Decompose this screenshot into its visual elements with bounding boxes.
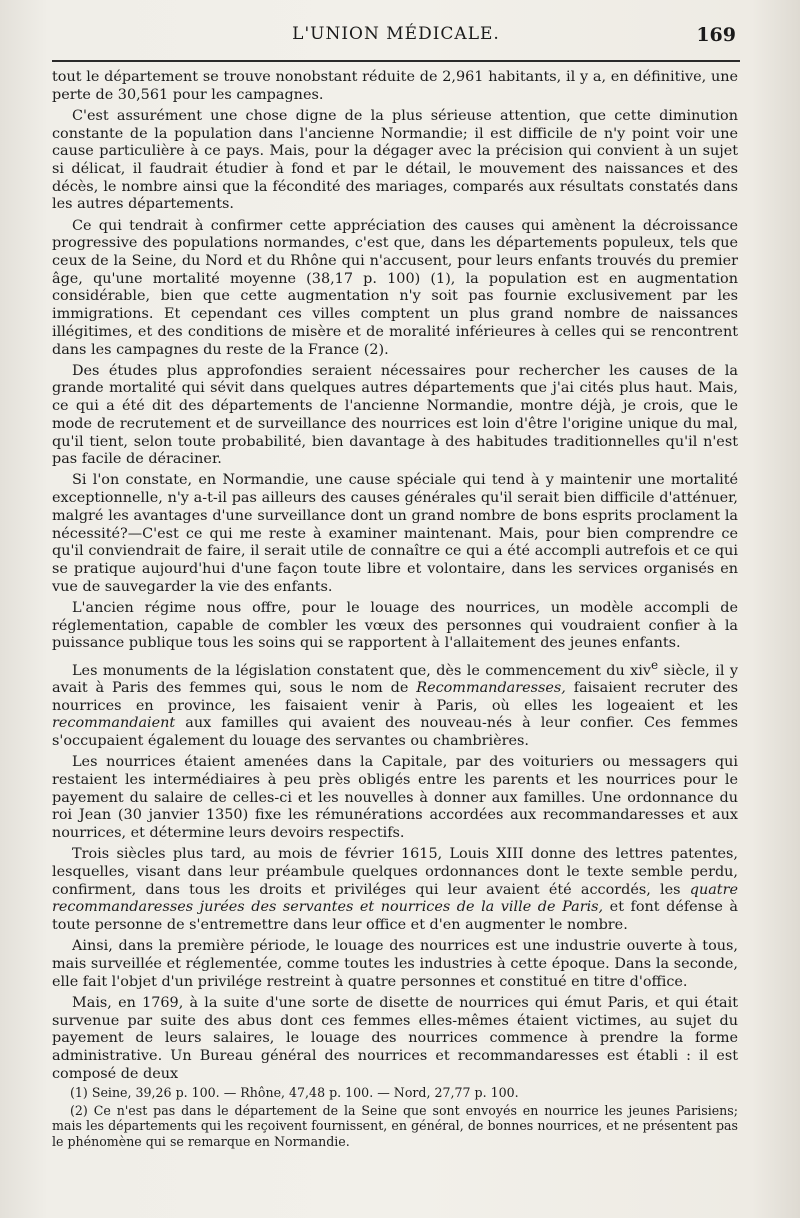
text-span: aux familles qui avaient des nouveau-nés à leur confier. Ces femmes s'occupaient également du louage des servantes ou chambrières. <box>52 715 738 750</box>
paragraph: Ainsi, dans la première période, le louage des nourrices est une industrie ouverte à tous, mais surveillée et réglementée, comme toutes les industries à cette époque. Dans la seconde, elle fait l'objet d'un privilége restreint à quatre personnes et constitué en titre d'office. <box>52 938 738 990</box>
italic-term: quatre recommandaresses jurées des servantes et nourrices de la ville de Paris, <box>52 881 738 916</box>
text-span: Trois siècles plus tard, au mois de février 1615, Louis XIII donne des lettres patentes, lesquelles, visant dans leur préambule quelques ordonnances dont le texte semble perdu, confirment, dans tous les droits et priviléges qui leur avaient été accordés, les <box>52 846 738 898</box>
page-header <box>52 20 740 60</box>
footnotes <box>52 1085 738 1151</box>
paragraph <box>52 657 738 751</box>
page-number: 169 <box>696 24 736 46</box>
text-span: Les monuments de la législation constatent que, dès le commencement du xiv <box>72 662 652 679</box>
italic-term: recommandaient <box>52 715 176 732</box>
text-span: siècle, il y avait à Paris des femmes qui, sous le nom de <box>52 662 738 696</box>
paragraph: tout le département se trouve nonobstant réduite de 2,961 habitants, il y a, en définitive, une perte de 30,561 pour les campagnes. <box>52 69 738 103</box>
text-span: faisaient recruter des nourrices en province, les faisaient venir à Paris, où elles les logeaient et les <box>52 680 738 714</box>
body-text <box>52 69 738 1087</box>
paragraph <box>52 846 738 935</box>
paragraph: C'est assurément une chose digne de la plus sérieuse attention, que cette diminution constante de la population dans l'ancienne Normandie; il est difficile de n'y point voir une cause particulière à ce pays. Mais, pour la dégager avec la précision qui convient à un sujet si délicat, il faudrait étudier à fond et par le détail, le mouvement des naissances et des décès, le nombre ainsi que la fécondité des mariages, comparés aux résultats constatés dans les autres départements. <box>52 107 738 213</box>
footnote: (1) Seine, 39,26 p. 100. — Rhône, 47,48 p. 100. — Nord, 27,77 p. 100. <box>70 1085 519 1100</box>
footnote: (2) Ce n'est pas dans le département de la Seine que sont envoyés en nourrice les jeunes Parisiens; mais les départements qui les reçoivent fournissent, en général, de bonnes nourrices, et ne présentent pas le phénomène qui se remarque en Normandie. <box>52 1102 738 1149</box>
header-rule <box>52 60 740 62</box>
paragraph: Si l'on constate, en Normandie, une cause spéciale qui tend à y maintenir une mortalité exceptionnelle, n'y a-t-il pas ailleurs des causes générales qu'il serait bien difficile d'atténuer, malgré les avantages d'une surveillance dont un grand nombre de bons esprits proclament la nécessité?—C'est ce qui me reste à examiner maintenant. Mais, pour bien comprendre ce qu'il conviendrait de faire, il serait utile de connaître ce qui a été accompli autrefois et ce qui se pratique aujourd'hui d'une façon toute libre et volontaire, dans les services organisés en vue de sauvegarder la vie des enfants. <box>52 472 738 595</box>
paragraph: L'ancien régime nous offre, pour le louage des nourrices, un modèle accompli de réglementation, capable de combler les vœux des personnes qui voudraient confier à la puissance publique tous les soins qui se rapportent à l'allaitement des jeunes enfants. <box>52 599 738 652</box>
running-title: L'UNION MÉDICALE. <box>292 24 500 44</box>
paragraph: Les nourrices étaient amenées dans la Capitale, par des voituriers ou messagers qui restaient les intermédiaires à peu près obligés entre les parents et les nourrices pour le payement du salaire de celles-ci et les nouvelles à donner aux familles. Une ordonnance du roi Jean (30 janvier 1350) fixe les rémunérations accordées aux recommandaresses et aux nourrices, et détermine leurs devoirs respectifs. <box>52 754 738 842</box>
superscript: e <box>651 657 659 672</box>
italic-term: Recommandaresses, <box>416 680 566 696</box>
paragraph: Mais, en 1769, à la suite d'une sorte de disette de nourrices qui émut Paris, et qui était survenue par suite des abus dont ces femmes elles-mêmes étaient victimes, au sujet du payement de leurs salaires, le louage des nourrices commence à prendre la forme administrative. Un Bureau général des nourrices et recommandaresses est établi : il est composé de deux <box>52 994 738 1082</box>
text-span: et font défense à toute personne de s'entremettre dans leur office et d'en augmenter le nombre. <box>52 899 738 934</box>
paragraph: Ce qui tendrait à confirmer cette appréciation des causes qui amènent la décroissance progressive des populations normandes, c'est que, dans les départements populeux, tels que ceux de la Seine, du Nord et du Rhône qui n'accusent, pour leurs enfants trouvés du premier âge, qu'une mortalité moyenne (38,17 p. 100) (1), la population est en augmentation considérable, bien que cette augmentation n'y soit pas fournie exclusivement par les immigrations. Et cependant ces villes comptent un plus grand nombre de naissances illégitimes, et des conditions de misère et de moralité inférieures à celles qui se rencontrent dans les campagnes du reste de la France (2). <box>52 217 738 358</box>
paragraph: Des études plus approfondies seraient nécessaires pour rechercher les causes de la grande mortalité qui sévit dans quelques autres départements que j'ai cités plus haut. Mais, ce qui a été dit des départements de l'ancienne Normandie, montre déjà, je crois, que le mode de recrutement et de surveillance des nourrices est loin d'être l'origine unique du mal, qu'il tient, selon toute probabilité, bien davantage à des habitudes traditionnelles qu'il n'est pas facile de déraciner. <box>52 362 738 468</box>
